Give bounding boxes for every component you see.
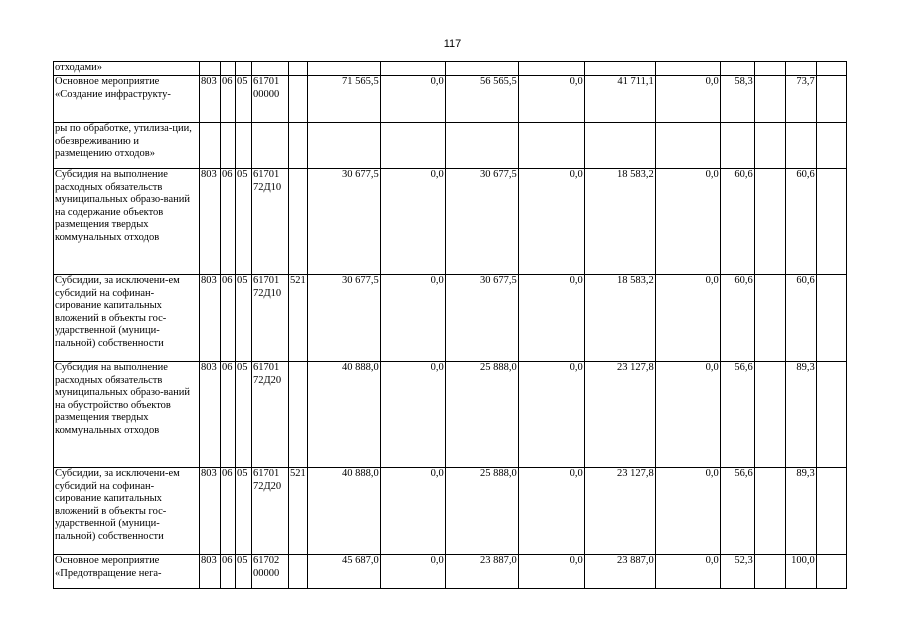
cell-value: 41 711,1 bbox=[584, 76, 655, 123]
cell-section: 06 bbox=[221, 275, 236, 362]
cell-grbs: 803 bbox=[200, 275, 221, 362]
cell-target-article bbox=[252, 123, 289, 169]
cell-percent: 60,6 bbox=[785, 169, 816, 275]
cell-grbs: 803 bbox=[200, 362, 221, 468]
cell-percent bbox=[816, 123, 846, 169]
cell-target-article: 61701 72Д20 bbox=[252, 468, 289, 555]
cell-section: 06 bbox=[221, 76, 236, 123]
cell-percent: 60,6 bbox=[720, 169, 754, 275]
cell-grbs: 803 bbox=[200, 169, 221, 275]
cell-name: Субсидии, за исключени-ем субсидий на софинан-сирование капитальных вложений в объекты гос-ударственной (муници-пальной) собственности bbox=[54, 468, 200, 555]
cell-percent bbox=[816, 555, 846, 589]
cell-value bbox=[380, 123, 445, 169]
cell-value bbox=[445, 62, 518, 76]
cell-value bbox=[380, 62, 445, 76]
cell-value: 40 888,0 bbox=[307, 468, 380, 555]
cell-percent bbox=[816, 468, 846, 555]
cell-percent: 56,6 bbox=[720, 362, 754, 468]
cell-percent: 56,6 bbox=[720, 468, 754, 555]
cell-value: 0,0 bbox=[518, 468, 584, 555]
cell-subsection: 05 bbox=[236, 555, 252, 589]
cell-value: 0,0 bbox=[655, 468, 720, 555]
cell-value bbox=[307, 62, 380, 76]
cell-subsection: 05 bbox=[236, 275, 252, 362]
cell-expense-type bbox=[289, 169, 308, 275]
cell-value bbox=[584, 62, 655, 76]
cell-value: 40 888,0 bbox=[307, 362, 380, 468]
cell-percent bbox=[720, 123, 754, 169]
cell-expense-type bbox=[289, 123, 308, 169]
cell-subsection: 05 bbox=[236, 169, 252, 275]
cell-expense-type: 521 bbox=[289, 275, 308, 362]
cell-percent bbox=[785, 123, 816, 169]
cell-section: 06 bbox=[221, 362, 236, 468]
cell-percent bbox=[816, 362, 846, 468]
cell-value: 30 677,5 bbox=[307, 169, 380, 275]
cell-percent bbox=[754, 123, 785, 169]
cell-value: 0,0 bbox=[518, 555, 584, 589]
cell-name: отходами» bbox=[54, 62, 200, 76]
cell-expense-type bbox=[289, 76, 308, 123]
cell-target-article: 61701 72Д10 bbox=[252, 169, 289, 275]
cell-value: 0,0 bbox=[655, 362, 720, 468]
cell-value: 0,0 bbox=[655, 169, 720, 275]
cell-subsection: 05 bbox=[236, 76, 252, 123]
cell-section bbox=[221, 123, 236, 169]
cell-value: 18 583,2 bbox=[584, 169, 655, 275]
cell-name: Субсидии, за исключени-ем субсидий на софинан-сирование капитальных вложений в объекты гос-ударственной (муници-пальной) собственности bbox=[54, 275, 200, 362]
cell-value: 56 565,5 bbox=[445, 76, 518, 123]
cell-value: 30 677,5 bbox=[445, 169, 518, 275]
cell-percent bbox=[816, 275, 846, 362]
cell-section bbox=[221, 62, 236, 76]
cell-value: 0,0 bbox=[655, 275, 720, 362]
cell-value: 23 127,8 bbox=[584, 468, 655, 555]
table-body bbox=[54, 62, 847, 589]
cell-name: Субсидия на выполнение расходных обязательств муниципальных образо-ваний на обустройство объектов размещения твердых коммунальных отходов bbox=[54, 362, 200, 468]
cell-value bbox=[655, 62, 720, 76]
table-row bbox=[54, 123, 847, 169]
cell-target-article: 61701 72Д10 bbox=[252, 275, 289, 362]
cell-value: 23 887,0 bbox=[584, 555, 655, 589]
cell-value bbox=[655, 123, 720, 169]
cell-grbs: 803 bbox=[200, 76, 221, 123]
cell-section: 06 bbox=[221, 169, 236, 275]
cell-value: 0,0 bbox=[380, 76, 445, 123]
budget-table bbox=[53, 61, 847, 589]
cell-percent bbox=[754, 555, 785, 589]
cell-percent: 60,6 bbox=[785, 275, 816, 362]
cell-value: 23 127,8 bbox=[584, 362, 655, 468]
cell-percent: 60,6 bbox=[720, 275, 754, 362]
cell-percent bbox=[816, 62, 846, 76]
cell-percent bbox=[754, 275, 785, 362]
cell-value: 18 583,2 bbox=[584, 275, 655, 362]
cell-grbs: 803 bbox=[200, 555, 221, 589]
cell-percent bbox=[754, 169, 785, 275]
cell-value: 30 677,5 bbox=[307, 275, 380, 362]
cell-value: 23 887,0 bbox=[445, 555, 518, 589]
cell-subsection: 05 bbox=[236, 362, 252, 468]
cell-value: 0,0 bbox=[380, 275, 445, 362]
cell-target-article: 61701 00000 bbox=[252, 76, 289, 123]
cell-percent bbox=[754, 468, 785, 555]
cell-value: 0,0 bbox=[380, 468, 445, 555]
cell-value: 0,0 bbox=[518, 76, 584, 123]
cell-grbs bbox=[200, 62, 221, 76]
cell-value: 0,0 bbox=[655, 76, 720, 123]
cell-value bbox=[518, 123, 584, 169]
cell-percent: 73,7 bbox=[785, 76, 816, 123]
cell-value: 25 888,0 bbox=[445, 468, 518, 555]
cell-section: 06 bbox=[221, 468, 236, 555]
table-row bbox=[54, 169, 847, 275]
cell-percent: 100,0 bbox=[785, 555, 816, 589]
cell-value: 0,0 bbox=[518, 169, 584, 275]
cell-percent bbox=[754, 62, 785, 76]
cell-percent bbox=[785, 62, 816, 76]
cell-expense-type bbox=[289, 362, 308, 468]
cell-percent bbox=[816, 169, 846, 275]
cell-section: 06 bbox=[221, 555, 236, 589]
cell-value: 71 565,5 bbox=[307, 76, 380, 123]
cell-subsection bbox=[236, 123, 252, 169]
cell-expense-type: 521 bbox=[289, 468, 308, 555]
table-row bbox=[54, 555, 847, 589]
cell-name: ры по обработке, утилиза-ции, обезвреживанию и размещению отходов» bbox=[54, 123, 200, 169]
cell-value: 0,0 bbox=[380, 362, 445, 468]
table-row bbox=[54, 468, 847, 555]
cell-target-article: 61701 72Д20 bbox=[252, 362, 289, 468]
page-number: 117 bbox=[443, 38, 462, 50]
cell-percent: 89,3 bbox=[785, 468, 816, 555]
cell-percent bbox=[754, 362, 785, 468]
cell-target-article bbox=[252, 62, 289, 76]
cell-percent bbox=[754, 76, 785, 123]
cell-percent: 58,3 bbox=[720, 76, 754, 123]
cell-name: Субсидия на выполнение расходных обязательств муниципальных образо-ваний на содержание объектов размещения твердых коммунальных отходов bbox=[54, 169, 200, 275]
table-row bbox=[54, 362, 847, 468]
cell-value: 30 677,5 bbox=[445, 275, 518, 362]
cell-value: 0,0 bbox=[380, 169, 445, 275]
cell-expense-type bbox=[289, 555, 308, 589]
cell-value: 0,0 bbox=[655, 555, 720, 589]
cell-subsection: 05 bbox=[236, 468, 252, 555]
cell-name: Основное мероприятие «Создание инфраструкту- bbox=[54, 76, 200, 123]
table-row bbox=[54, 275, 847, 362]
cell-percent: 89,3 bbox=[785, 362, 816, 468]
cell-value: 0,0 bbox=[518, 362, 584, 468]
cell-value bbox=[445, 123, 518, 169]
cell-value bbox=[584, 123, 655, 169]
table-row bbox=[54, 76, 847, 123]
cell-value: 0,0 bbox=[518, 275, 584, 362]
cell-value: 45 687,0 bbox=[307, 555, 380, 589]
cell-percent: 52,3 bbox=[720, 555, 754, 589]
table-row bbox=[54, 62, 847, 76]
cell-grbs bbox=[200, 123, 221, 169]
cell-value: 0,0 bbox=[380, 555, 445, 589]
cell-value bbox=[518, 62, 584, 76]
cell-grbs: 803 bbox=[200, 468, 221, 555]
cell-percent bbox=[720, 62, 754, 76]
cell-value bbox=[307, 123, 380, 169]
cell-percent bbox=[816, 76, 846, 123]
cell-value: 25 888,0 bbox=[445, 362, 518, 468]
cell-target-article: 61702 00000 bbox=[252, 555, 289, 589]
cell-name: Основное мероприятие «Предотвращение нега- bbox=[54, 555, 200, 589]
cell-subsection bbox=[236, 62, 252, 76]
cell-expense-type bbox=[289, 62, 308, 76]
